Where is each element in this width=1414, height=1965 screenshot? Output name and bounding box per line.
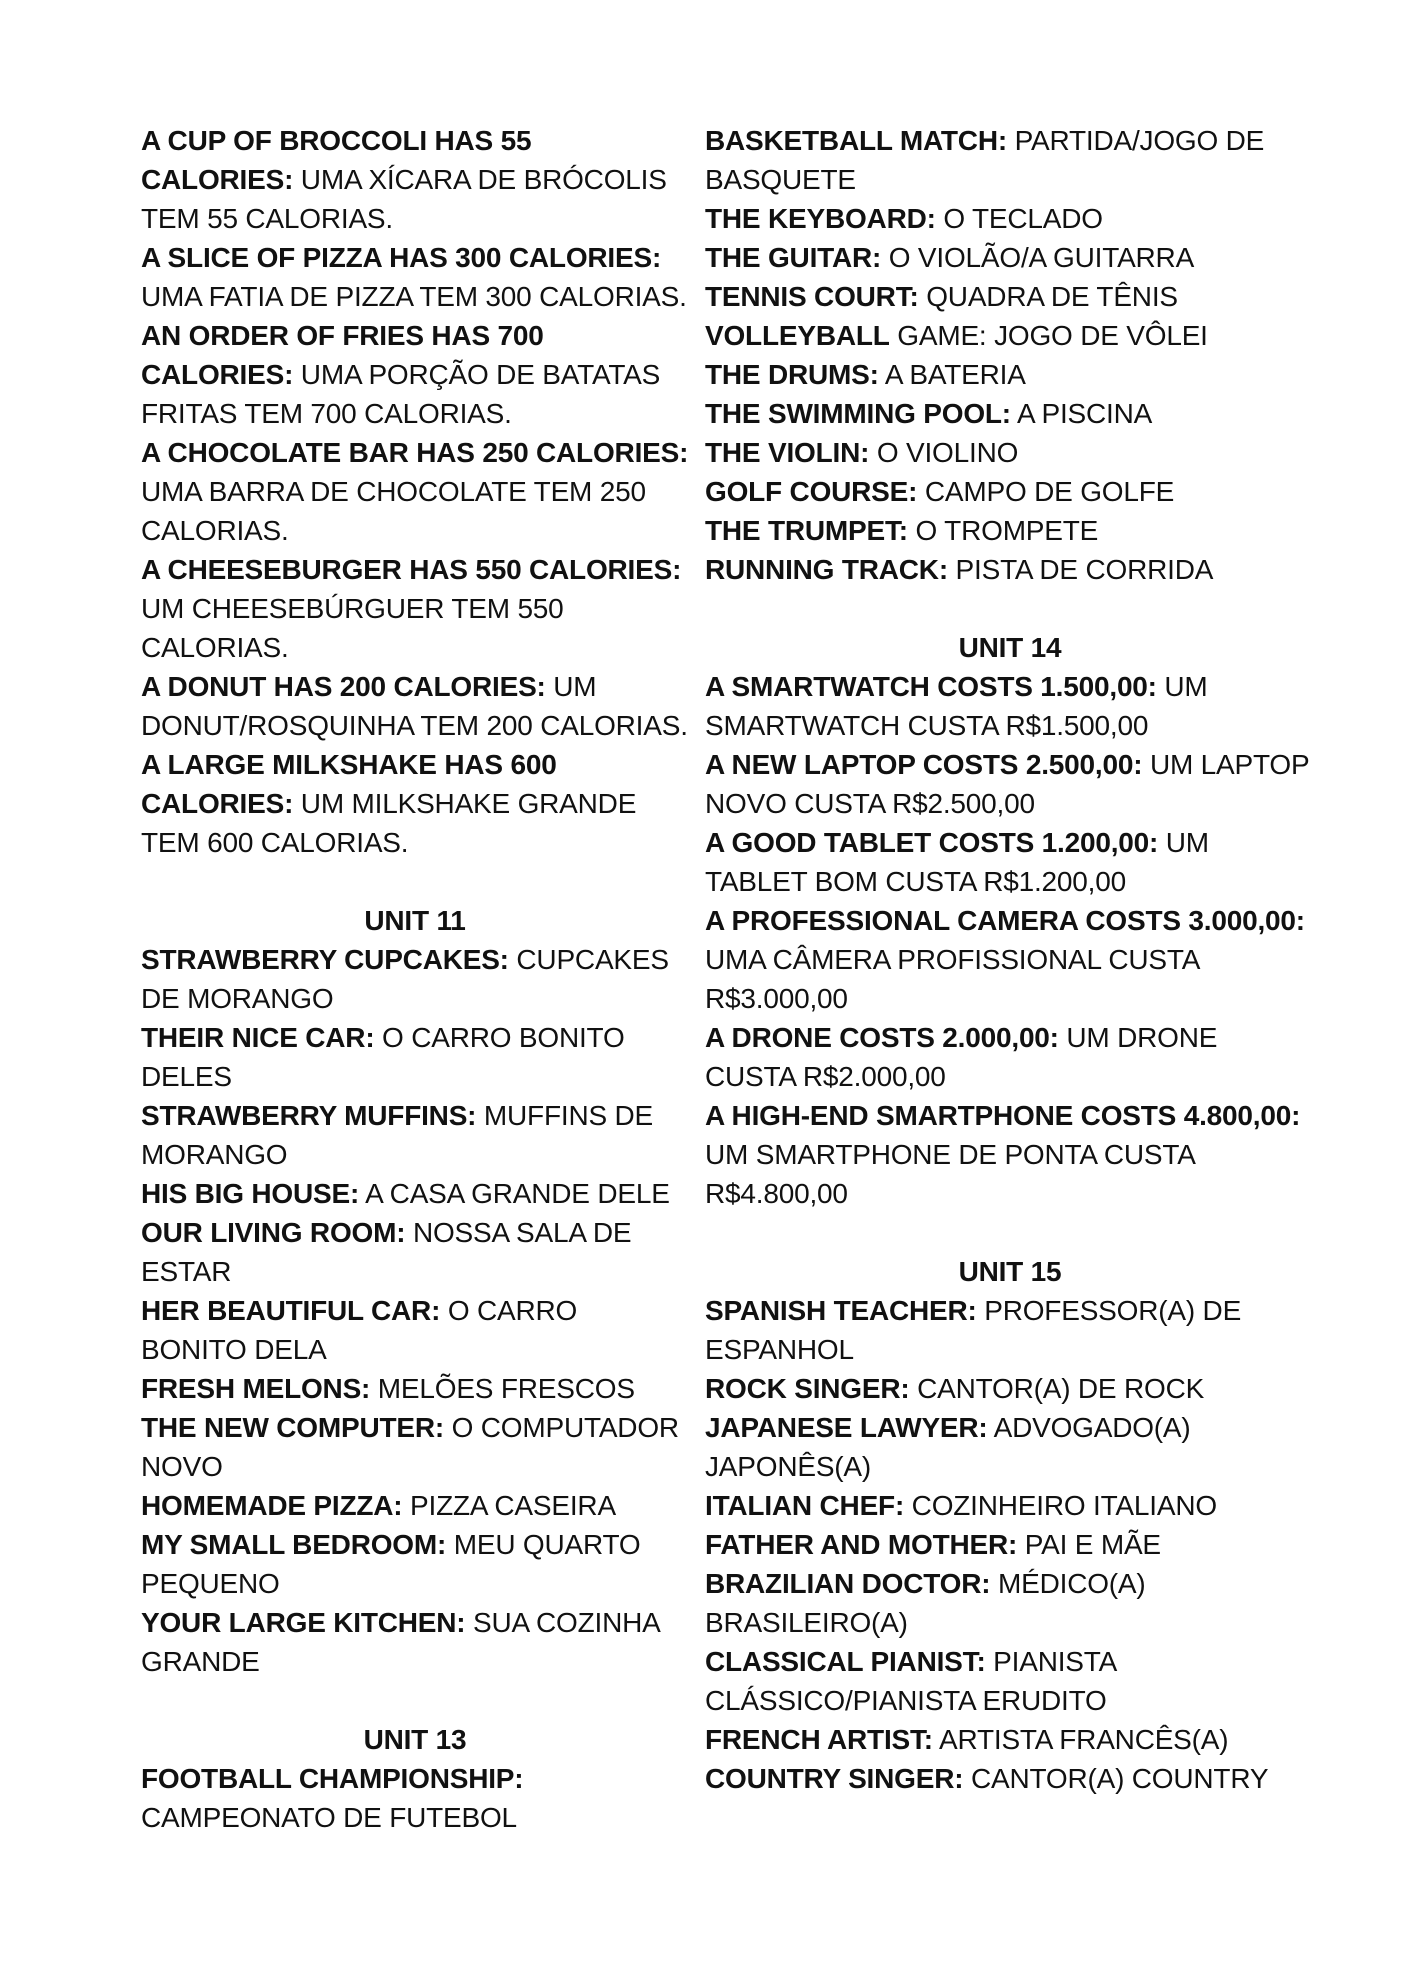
vocab-entry xyxy=(141,1096,689,1174)
vocab-entry xyxy=(141,745,689,862)
vocab-term: VOLLEYBALL xyxy=(705,320,890,351)
vocab-entry xyxy=(705,901,1315,1018)
vocab-translation: MEU QUARTO PEQUENO xyxy=(141,1529,641,1599)
section-heading-unit-11: UNIT 11 xyxy=(364,905,466,936)
vocab-entry xyxy=(705,745,1315,823)
vocab-entry xyxy=(705,550,1315,589)
vocab-translation: A BATERIA xyxy=(884,359,1026,390)
vocab-term: JAPANESE LAWYER: xyxy=(705,1412,988,1443)
vocab-term: FRESH MELONS: xyxy=(141,1373,371,1404)
vocab-entry xyxy=(705,277,1315,316)
vocab-translation: UM DRONE CUSTA R$2.000,00 xyxy=(705,1022,1218,1092)
vocab-entry xyxy=(141,121,689,238)
vocab-term: A CHEESEBURGER HAS 550 CALORIES: xyxy=(141,554,682,585)
vocab-term: HIS BIG HOUSE: xyxy=(141,1178,360,1209)
vocab-term: YOUR LARGE KITCHEN: xyxy=(141,1607,466,1638)
vocab-entry xyxy=(705,355,1315,394)
vocab-term: FOOTBALL CHAMPIONSHIP: xyxy=(141,1763,524,1794)
vocab-term: STRAWBERRY CUPCAKES: xyxy=(141,944,509,975)
vocab-entry xyxy=(705,1018,1315,1096)
vocab-term: THE NEW COMPUTER: xyxy=(141,1412,445,1443)
vocab-translation: PIANISTA CLÁSSICO/PIANISTA ERUDITO xyxy=(705,1646,1116,1716)
vocab-translation: CANTOR(A) COUNTRY xyxy=(970,1763,1269,1794)
vocab-entry xyxy=(141,1213,689,1291)
vocab-entry xyxy=(141,1291,689,1369)
vocab-entry xyxy=(141,1369,689,1408)
vocab-translation: COZINHEIRO ITALIANO xyxy=(911,1490,1217,1521)
vocab-translation: GAME: JOGO DE VÔLEI xyxy=(897,320,1208,351)
vocab-entry xyxy=(141,1759,689,1837)
vocab-translation: NOSSA SALA DE ESTAR xyxy=(141,1217,632,1287)
vocab-entry xyxy=(705,1408,1315,1486)
vocab-translation: UMA XÍCARA DE BRÓCOLIS TEM 55 CALORIAS. xyxy=(141,164,667,234)
vocab-translation: UM DONUT/ROSQUINHA TEM 200 CALORIAS. xyxy=(141,671,688,741)
vocab-term: SPANISH TEACHER: xyxy=(705,1295,977,1326)
vocab-translation: PAI E MÃE xyxy=(1024,1529,1161,1560)
vocab-translation: UM LAPTOP NOVO CUSTA R$2.500,00 xyxy=(705,749,1309,819)
vocab-term: ROCK SINGER: xyxy=(705,1373,910,1404)
vocab-translation: CAMPEONATO DE FUTEBOL xyxy=(141,1802,517,1833)
vocab-entry xyxy=(141,1408,689,1486)
vocab-translation: PIZZA CASEIRA xyxy=(410,1490,616,1521)
vocab-translation: PARTIDA/JOGO DE BASQUETE xyxy=(705,125,1265,195)
vocab-entry xyxy=(705,1564,1315,1642)
vocab-translation: O VIOLÃO/A GUITARRA xyxy=(888,242,1195,273)
vocab-term: TENNIS COURT: xyxy=(705,281,919,312)
vocab-entry xyxy=(141,1525,689,1603)
vocab-entry xyxy=(141,1486,689,1525)
vocab-translation: UMA BARRA DE CHOCOLATE TEM 250 CALORIAS. xyxy=(141,476,646,546)
vocab-entry xyxy=(705,316,1315,355)
vocab-entry xyxy=(141,550,689,667)
vocab-translation: O CARRO BONITO DELES xyxy=(141,1022,625,1092)
vocab-term: CLASSICAL PIANIST: xyxy=(705,1646,986,1677)
vocab-translation: CANTOR(A) DE ROCK xyxy=(917,1373,1205,1404)
vocab-term: A NEW LAPTOP COSTS 2.500,00: xyxy=(705,749,1143,780)
vocab-term: THE TRUMPET: xyxy=(705,515,908,546)
vocab-term: THEIR NICE CAR: xyxy=(141,1022,375,1053)
vocab-translation: SUA COZINHA GRANDE xyxy=(141,1607,660,1677)
vocab-term: GOLF COURSE: xyxy=(705,476,918,507)
vocab-entry xyxy=(705,1720,1315,1759)
vocab-term: A SMARTWATCH COSTS 1.500,00: xyxy=(705,671,1157,702)
vocab-entry xyxy=(141,940,689,1018)
vocab-term: RUNNING TRACK: xyxy=(705,554,948,585)
vocab-term: BRAZILIAN DOCTOR: xyxy=(705,1568,991,1599)
vocab-term: HER BEAUTIFUL CAR: xyxy=(141,1295,441,1326)
vocab-translation: UM MILKSHAKE GRANDE TEM 600 CALORIAS. xyxy=(141,788,637,858)
vocab-entry xyxy=(705,667,1315,745)
vocab-entry xyxy=(705,199,1315,238)
vocab-translation: UMA FATIA DE PIZZA TEM 300 CALORIAS. xyxy=(141,281,687,312)
vocab-entry xyxy=(705,1525,1315,1564)
vocab-translation: CUPCAKES DE MORANGO xyxy=(141,944,669,1014)
vocab-term: A DRONE COSTS 2.000,00: xyxy=(705,1022,1059,1053)
vocab-term: A SLICE OF PIZZA HAS 300 CALORIES: xyxy=(141,242,662,273)
vocab-term: STRAWBERRY MUFFINS: xyxy=(141,1100,477,1131)
vocab-translation: A CASA GRANDE DELE xyxy=(365,1178,670,1209)
left-column xyxy=(141,121,689,1837)
vocab-term: A LARGE MILKSHAKE HAS 600 CALORIES: xyxy=(141,749,557,819)
vocab-translation: UMA PORÇÃO DE BATATAS FRITAS TEM 700 CALORIAS. xyxy=(141,359,661,429)
vocab-translation: PROFESSOR(A) DE ESPANHOL xyxy=(705,1295,1242,1365)
vocab-term: HOMEMADE PIZZA: xyxy=(141,1490,403,1521)
vocab-entry xyxy=(705,1369,1315,1408)
vocab-term: AN ORDER OF FRIES HAS 700 CALORIES: xyxy=(141,320,544,390)
vocab-translation: O TECLADO xyxy=(943,203,1103,234)
vocab-term: THE SWIMMING POOL: xyxy=(705,398,1011,429)
vocab-translation: UM SMARTWATCH CUSTA R$1.500,00 xyxy=(705,671,1208,741)
vocab-entry xyxy=(705,823,1315,901)
right-column xyxy=(705,121,1315,1798)
vocab-term: FATHER AND MOTHER: xyxy=(705,1529,1018,1560)
vocab-term: A GOOD TABLET COSTS 1.200,00: xyxy=(705,827,1159,858)
vocab-translation: QUADRA DE TÊNIS xyxy=(926,281,1178,312)
vocab-entry xyxy=(705,1486,1315,1525)
vocab-translation: O TROMPETE xyxy=(915,515,1099,546)
vocab-translation: UM CHEESEBÚRGUER TEM 550 CALORIAS. xyxy=(141,593,564,663)
vocab-translation: UM SMARTPHONE DE PONTA CUSTA R$4.800,00 xyxy=(705,1139,1195,1209)
vocab-entry xyxy=(705,1096,1315,1213)
vocab-entry xyxy=(705,511,1315,550)
vocab-term: ITALIAN CHEF: xyxy=(705,1490,905,1521)
vocab-translation: ARTISTA FRANCÊS(A) xyxy=(938,1724,1229,1755)
vocab-translation: CAMPO DE GOLFE xyxy=(924,476,1175,507)
vocab-term: THE GUITAR: xyxy=(705,242,882,273)
vocab-term: THE KEYBOARD: xyxy=(705,203,936,234)
vocab-entry xyxy=(705,1642,1315,1720)
vocab-term: A PROFESSIONAL CAMERA COSTS 3.000,00: xyxy=(705,905,1305,936)
vocab-term: THE VIOLIN: xyxy=(705,437,870,468)
vocab-translation: ADVOGADO(A) JAPONÊS(A) xyxy=(705,1412,1191,1482)
vocab-term: A CHOCOLATE BAR HAS 250 CALORIES: xyxy=(141,437,689,468)
vocab-translation: O CARRO BONITO DELA xyxy=(141,1295,578,1365)
vocab-term: COUNTRY SINGER: xyxy=(705,1763,964,1794)
vocab-term: A CUP OF BROCCOLI HAS 55 CALORIES: xyxy=(141,125,532,195)
section-heading-unit-13: UNIT 13 xyxy=(363,1724,467,1755)
vocab-entry xyxy=(705,472,1315,511)
vocab-entry xyxy=(705,121,1315,199)
vocab-entry xyxy=(705,1291,1315,1369)
vocab-translation: O VIOLINO xyxy=(876,437,1019,468)
vocab-entry xyxy=(705,1759,1315,1798)
vocab-term: A DONUT HAS 200 CALORIES: xyxy=(141,671,546,702)
section-heading-unit-15: UNIT 15 xyxy=(958,1256,1062,1287)
vocab-term: BASKETBALL MATCH: xyxy=(705,125,1007,156)
vocab-entry xyxy=(141,433,689,550)
vocab-term: OUR LIVING ROOM: xyxy=(141,1217,406,1248)
vocab-term: A HIGH-END SMARTPHONE COSTS 4.800,00: xyxy=(705,1100,1301,1131)
vocab-term: FRENCH ARTIST: xyxy=(705,1724,933,1755)
vocab-entry xyxy=(141,238,689,316)
vocab-translation: UM TABLET BOM CUSTA R$1.200,00 xyxy=(705,827,1209,897)
vocab-translation: A PISCINA xyxy=(1016,398,1153,429)
vocab-entry xyxy=(141,316,689,433)
vocab-entry xyxy=(141,1603,689,1681)
vocab-translation: MÉDICO(A) BRASILEIRO(A) xyxy=(705,1568,1146,1638)
vocab-entry xyxy=(141,1018,689,1096)
vocab-translation: PISTA DE CORRIDA xyxy=(955,554,1214,585)
vocab-entry xyxy=(705,433,1315,472)
vocab-translation: MELÕES FRESCOS xyxy=(377,1373,635,1404)
vocab-entry xyxy=(141,667,689,745)
vocab-entry xyxy=(705,394,1315,433)
vocab-entry xyxy=(705,238,1315,277)
vocab-translation: UMA CÂMERA PROFISSIONAL CUSTA R$3.000,00 xyxy=(705,944,1199,1014)
vocab-term: MY SMALL BEDROOM: xyxy=(141,1529,447,1560)
vocab-translation: MUFFINS DE MORANGO xyxy=(141,1100,654,1170)
vocab-entry xyxy=(141,1174,689,1213)
vocab-translation: O COMPUTADOR NOVO xyxy=(141,1412,679,1482)
section-heading-unit-14: UNIT 14 xyxy=(958,632,1062,663)
vocab-term: THE DRUMS: xyxy=(705,359,879,390)
